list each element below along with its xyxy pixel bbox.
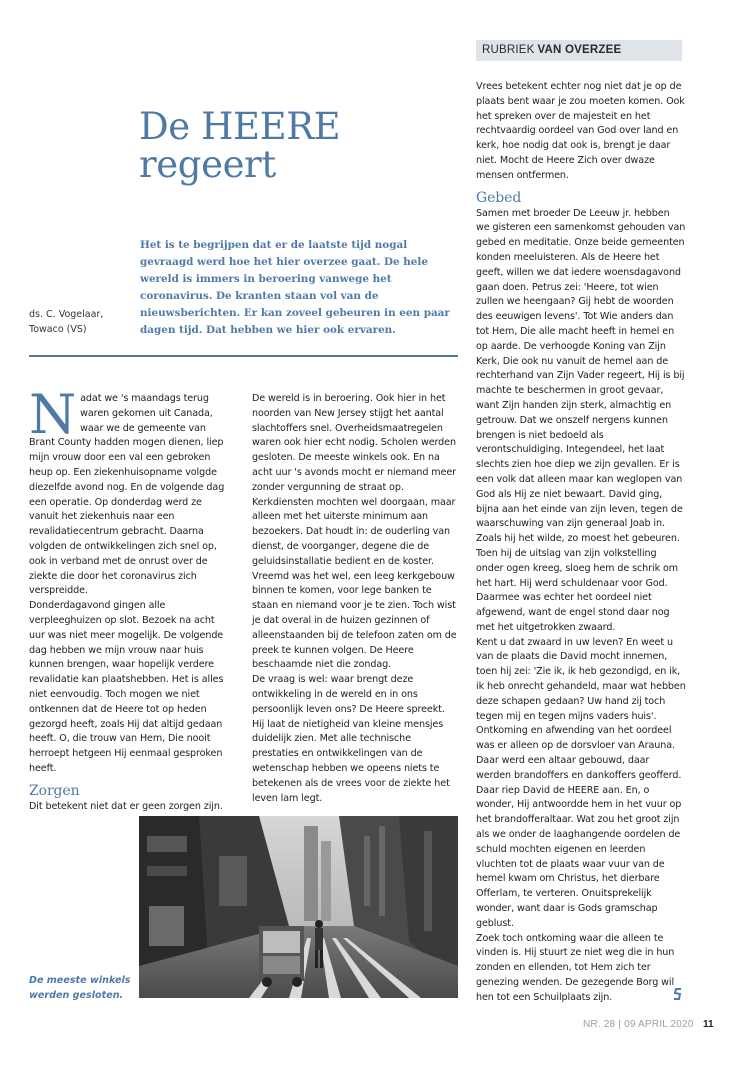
paragraph: Vrees betekent echter nog niet dat je op de plaats bent waar je zou moeten komen. Ook het spreken over de majesteit en het rechtvaardig oordeel van God over land en kerk, hoe nodig dat ook is, brengt je daar niet. Mocht de Heere Zich over dwaze mensen ontfermen. — [476, 81, 685, 181]
author-name: ds. C. Vogelaar, — [29, 309, 104, 320]
column-2 — [252, 392, 458, 806]
paragraph: Dit betekent niet dat er geen zorgen zijn. — [29, 800, 223, 812]
subheading-zorgen: Zorgen — [29, 782, 80, 799]
photo-caption: De meeste winkels werden gesloten. — [29, 975, 131, 1001]
paragraph: Kent u dat zwaard in uw leven? En weet u van de plaats die David mocht innemen, toen hij zei: 'Zie ik, ik heb gezondigd, en ik, ik heb onrecht gehandeld, maar wat hebben deze schapen gedaan? Uw hand zij toch tegen mij en tegen mijns vaders huis'. Ontkoming en afwending van het oordeel was er alleen op de dorsvloer van Arauna. Daar werd een altaar gebouwd, daar werden brandoffers en dankoffers geofferd. Daar riep David de HEERE aan. En, o wonder, Hij antwoordde hem in het vuur op het brandofferaltaar. Wat zou het groot zijn als we onder de laaghangende oordelen de schuld mochten eigenen en leerden vluchten tot de plaats waar vuur van de hemel kwam om Christus, het dierbare Offerlam, te verteren. Onuitsprekelijk wonder, want daar is Gods gramschap geblust. — [476, 636, 686, 929]
paragraph: Samen met broeder De Leeuw jr. hebben we gisteren een samenkomst gehouden van gebed en meditatie. Onze beide gemeenten konden meeluisteren. Als de Heere het geeft, willen we dat iedere woensdagavond gaan doen. Petrus zei: 'Heere, tot wien zullen we heengaan? Gij hebt de woorden des eeuwigen levens'. Tot Wie anders dan tot Hem, Die alle macht heeft in hemel en op aarde. De verhoogde Koning van Zijn Kerk, Die ook nu vanuit de hemel aan de rechterhand van Zijn Vader regeert, Hij is bij machte te beschermen in groot gevaar, want Zijn handen zijn sterk, almachtig en getrouw. Dat we onszelf nergens kunnen brengen is niet bedoeld als verontschuldiging. Integendeel, het laat slechts zien hoe diep we zijn gevallen. Er is een volk dat alleen maar kan weglopen van God als Hij ze niet bewaart. David ging, bijna aan het einde van zijn leven, tegen de waarschuwing van zijn generaal Joab in. Zoals hij het wilde, zo moest het gebeuren. Toen hij de uitslag van zijn volkstelling onder ogen kreeg, sloeg hem de schrik om het hart. Hij werd schuldenaar voor God. Daarmee was echter het oordeel niet afgewend, want de engel stond daar nog met het uitgetrokken zwaard. — [476, 207, 686, 633]
article-lead: Het is te begrijpen dat er de laatste tijd nogal gevraagd werd hoe het hier overzee gaat. De hele wereld is immers in beroering vanwege het coronavirus. De kranten staan vol van de nieuwsberichten. Er kan zoveel gebeuren in een paar dagen tijd. Dat hebben we hier ook ervaren. — [140, 239, 450, 336]
drop-cap: N — [29, 383, 77, 446]
issue-info: NR. 28 | 09 APRIL 2020 — [583, 1019, 694, 1030]
paragraph: De wereld is in beroering. Ook hier in het noorden van New Jersey stijgt het aantal slachtoffers snel. Overheidsmaatregelen waren ook hier echt nodig. Scholen werden gesloten. De meeste winkels ook. En na acht uur 's avonds mocht er niemand meer zonder vergunning de straat op. Kerkdiensten mochten wel doorgaan, maar alleen met het uiterste minimum aan bezoekers. Dat houdt in: de ouderling van dienst, de voorganger, degene die de geluidsinstallatie bedient en de koster. — [252, 393, 456, 567]
column-3 — [476, 80, 686, 1006]
divider-rule — [29, 355, 458, 357]
author-place: Towaco (VS) — [29, 324, 87, 335]
author-credit — [29, 307, 139, 337]
paragraph: De vraag is wel: waar brengt deze ontwikkeling in de wereld en in ons persoonlijk leven ons? De Heere spreekt. Hij laat de nietigheid van kleine mensjes duidelijk zien. Met alle technische prestaties en ontwikkelingen van de wetenschap hebben we opeens niets te betekenen als de vrees voor de ziekte het leven lam legt. — [252, 674, 450, 804]
rubric-label: RUBRIEK — [482, 44, 535, 56]
title-line-2: regeert — [139, 143, 276, 186]
subheading-gebed: Gebed — [476, 189, 522, 206]
street-photo — [139, 816, 458, 998]
column-1 — [29, 383, 225, 815]
paragraph: Vreemd was het wel, een leeg kerkgebouw binnen te komen, voor lege banken te staan en niemand voor je te zien. Toch wist je dat overal in de huizen gezinnen of alleenstaanden bij de telefoon zaten om de preek te kunnen volgen. De Heere beschaamde niet die zondag. — [252, 570, 457, 671]
rubric-bar — [476, 40, 682, 61]
street-photo-image — [139, 816, 458, 998]
rubric-name: VAN OVERZEE — [537, 44, 622, 56]
article-title — [139, 105, 439, 186]
paragraph — [29, 383, 225, 599]
paragraph: Zoek toch ontkoming waar die alleen te vinden is. Hij stuurt ze niet weg die in hun zonden en ellenden, tot Hem zich ter genezing wenden. De gezegende Borg wil hen tot een Schuilplaats zijn. — [476, 932, 675, 1003]
paragraph-text: adat we 's maandags terug waren gekomen uit Canada, waar we de gemeente van Brant County hadden mogen dienen, liep mijn vrouw door een val een gebroken heup op. Een ziekenhuisopname volgde diezelfde avond nog. En de volgende dag een operatie. Op donderdag werd ze vanuit het ziekenhuis naar een revalidatiecentrum gebracht. Daarna volgden de ontwikkelingen zich snel op, ook in verband met de onrust over de ziekte die door het coronavirus zich verspreidde. — [29, 393, 225, 597]
page-number: 11 — [703, 1019, 714, 1030]
paragraph: Donderdagavond gingen alle verpleeghuizen op slot. Bezoek na acht uur was niet meer mogelijk. De volgende dag hebben we mijn vrouw naar huis kunnen brengen, waar hopelijk verdere revalidatie kan plaatshebben. Het is alles niet eenvoudig. Toch mogen we niet ontkennen dat de Heere tot op heden gezorgd heeft, zoals Hij dat altijd gedaan heeft. O, die trouw van Hem, Die nooit herroept hetgeen Hij eenmaal gesproken heeft. — [29, 600, 224, 774]
end-mark-icon — [673, 988, 683, 1000]
title-line-1: De HEERE — [139, 105, 341, 148]
